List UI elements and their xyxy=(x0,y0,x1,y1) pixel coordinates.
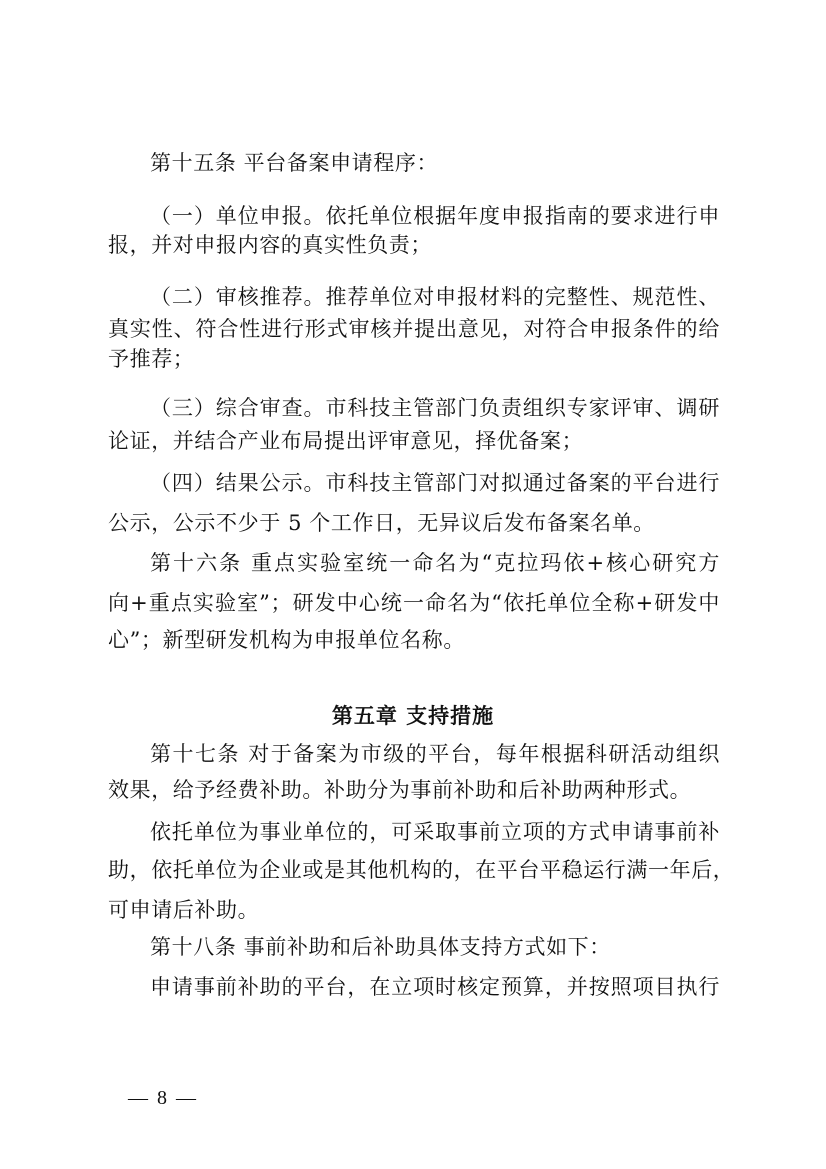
article-16-line-2: 向+重点实验室”；研发中心统一命名为“依托单位全称+研发中 xyxy=(108,591,720,615)
article-15-item-1-line-1: （一）单位申报。依托单位根据年度申报指南的要求进行申 xyxy=(150,204,720,228)
article-17-line-2: 效果，给予经费补助。补助分为事前补助和后补助两种形式。 xyxy=(108,778,692,802)
article-15-title: 第十五条 平台备案申请程序： xyxy=(150,151,439,175)
last-paragraph-line: 申请事前补助的平台，在立项时核定预算，并按照项目执行 xyxy=(150,975,720,999)
article-15-item-3-line-1: （三）综合审查。市科技主管部门负责组织专家评审、调研 xyxy=(150,396,720,420)
article-15-item-1-line-2: 报，并对申报内容的真实性负责； xyxy=(108,233,432,257)
chapter-5-heading: 第五章 支持措施 xyxy=(331,704,495,728)
chapter-5-para-line-1: 依托单位为事业单位的，可采取事前立项的方式申请事前补 xyxy=(150,820,720,844)
chapter-5-para-line-3: 可申请后补助。 xyxy=(108,898,260,922)
article-18-title: 第十八条 事前补助和后补助具体支持方式如下： xyxy=(150,935,611,959)
article-15-item-4-line-1: （四）结果公示。市科技主管部门对拟通过备案的平台进行 xyxy=(150,471,720,495)
article-15-item-2-line-1: （二）审核推荐。推荐单位对申报材料的完整性、规范性、 xyxy=(150,285,720,309)
article-15-item-2-line-2: 真实性、符合性进行形式审核并提出意见，对符合申报条件的给 xyxy=(108,317,720,341)
article-15-item-2-line-3: 予推荐； xyxy=(108,347,195,371)
article-15-item-4-line-2: 公示，公示不少于 5 个工作日，无异议后发布备案名单。 xyxy=(108,511,655,535)
article-15-item-3-line-2: 论证，并结合产业布局提出评审意见，择优备案； xyxy=(108,429,584,453)
chapter-5-para-line-2: 助，依托单位为企业或是其他机构的，在平台平稳运行满一年后， xyxy=(108,858,735,882)
page-number: — 8 — xyxy=(128,1087,198,1109)
article-17-line-1: 第十七条 对于备案为市级的平台，每年根据科研活动组织 xyxy=(150,742,720,766)
article-16-line-1: 第十六条 重点实验室统一命名为“克拉玛依+核心研究方 xyxy=(150,551,720,575)
article-16-line-3: 心”；新型研发机构为申报单位名称。 xyxy=(108,628,465,652)
